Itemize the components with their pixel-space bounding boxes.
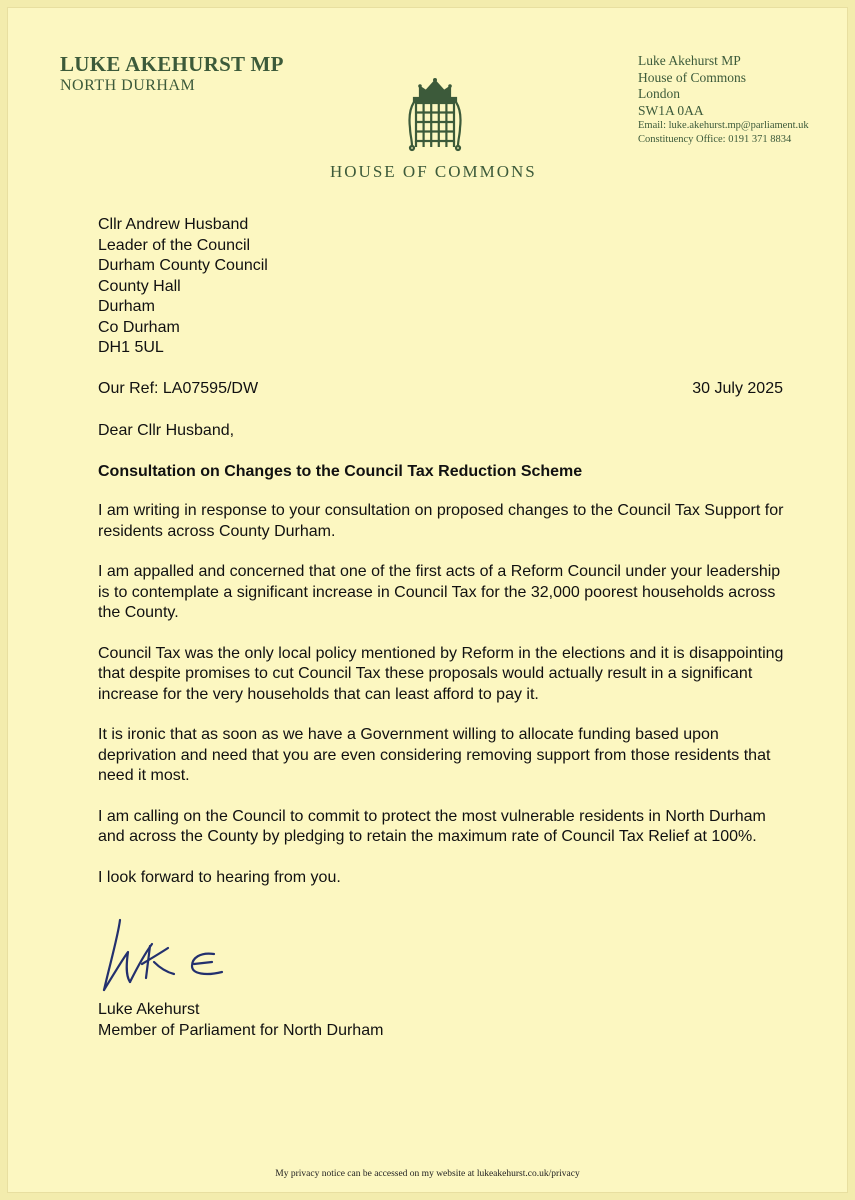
signatory-title: Member of Parliament for North Durham <box>98 1022 384 1039</box>
house-of-commons-title: HOUSE OF COMMONS <box>330 162 537 181</box>
signatory-name: Luke Akehurst <box>98 1001 200 1018</box>
return-address-line: House of Commons <box>638 69 746 85</box>
signoff-block <box>98 999 383 1041</box>
body-paragraph: I am writing in response to your consultation on proposed changes to the Council Tax Support for residents across County Durham. <box>98 502 784 540</box>
recipient-line: Cllr Andrew Husband <box>98 216 249 233</box>
recipient-line: Durham <box>98 298 155 315</box>
recipient-line: Leader of the Council <box>98 236 251 254</box>
subject-line: Consultation on Changes to the Council Tax Reduction Scheme <box>98 462 583 480</box>
salutation: Dear Cllr Husband, <box>98 422 235 439</box>
our-reference: Our Ref: LA07595/DW <box>98 380 259 397</box>
body-paragraph: I am appalled and concerned that one of the first acts of a Reform Council under your leadership is to contemplate a significant increase in Council Tax for the 32,000 poorest households across the County. <box>98 563 781 621</box>
recipient-line: Durham County Council <box>98 257 268 274</box>
privacy-footer: My privacy notice can be accessed on my website at lukeakehurst.co.uk/privacy <box>275 1169 580 1179</box>
return-address-email: Email: luke.akehurst.mp@parliament.uk <box>638 120 809 131</box>
letter-date: 30 July 2025 <box>692 380 783 397</box>
recipient-address <box>98 215 268 359</box>
letterhead-constituency: NORTH DURHAM <box>60 77 196 94</box>
return-address-postcode: SW1A 0AA <box>638 102 704 118</box>
letterhead-mp-name: LUKE AKEHURST MP <box>60 52 284 76</box>
recipient-line: County Hall <box>98 277 181 295</box>
letter-body <box>98 421 788 908</box>
recipient-line: DH1 5UL <box>98 339 164 356</box>
recipient-line: Co Durham <box>98 318 180 336</box>
return-address-office-phone: Constituency Office: 0191 371 8834 <box>638 134 792 145</box>
return-address-line: London <box>638 86 680 101</box>
portcullis-icon <box>406 76 464 154</box>
return-address-name: Luke Akehurst MP <box>638 53 741 68</box>
reference-date-row <box>98 380 783 398</box>
letter-page <box>8 8 847 1192</box>
body-paragraph: I am calling on the Council to commit to protect the most vulnerable residents in North Durham and across the County by pledging to retain the maximum rate of Council Tax Relief at 100%. <box>98 807 766 845</box>
handwritten-signature <box>96 916 236 996</box>
return-address <box>638 53 809 147</box>
body-paragraph: Council Tax was the only local policy mentioned by Reform in the elections and it is disappointing that despite promises to cut Council Tax these proposals would actually result in a significant increase for the very households that can least afford to pay it. <box>98 644 784 703</box>
closing-paragraph: I look forward to hearing from you. <box>98 868 341 886</box>
body-paragraph: It is ironic that as soon as we have a Government willing to allocate funding based upon deprivation and need that you are even considering removing support from those residents that need it most. <box>98 726 771 784</box>
